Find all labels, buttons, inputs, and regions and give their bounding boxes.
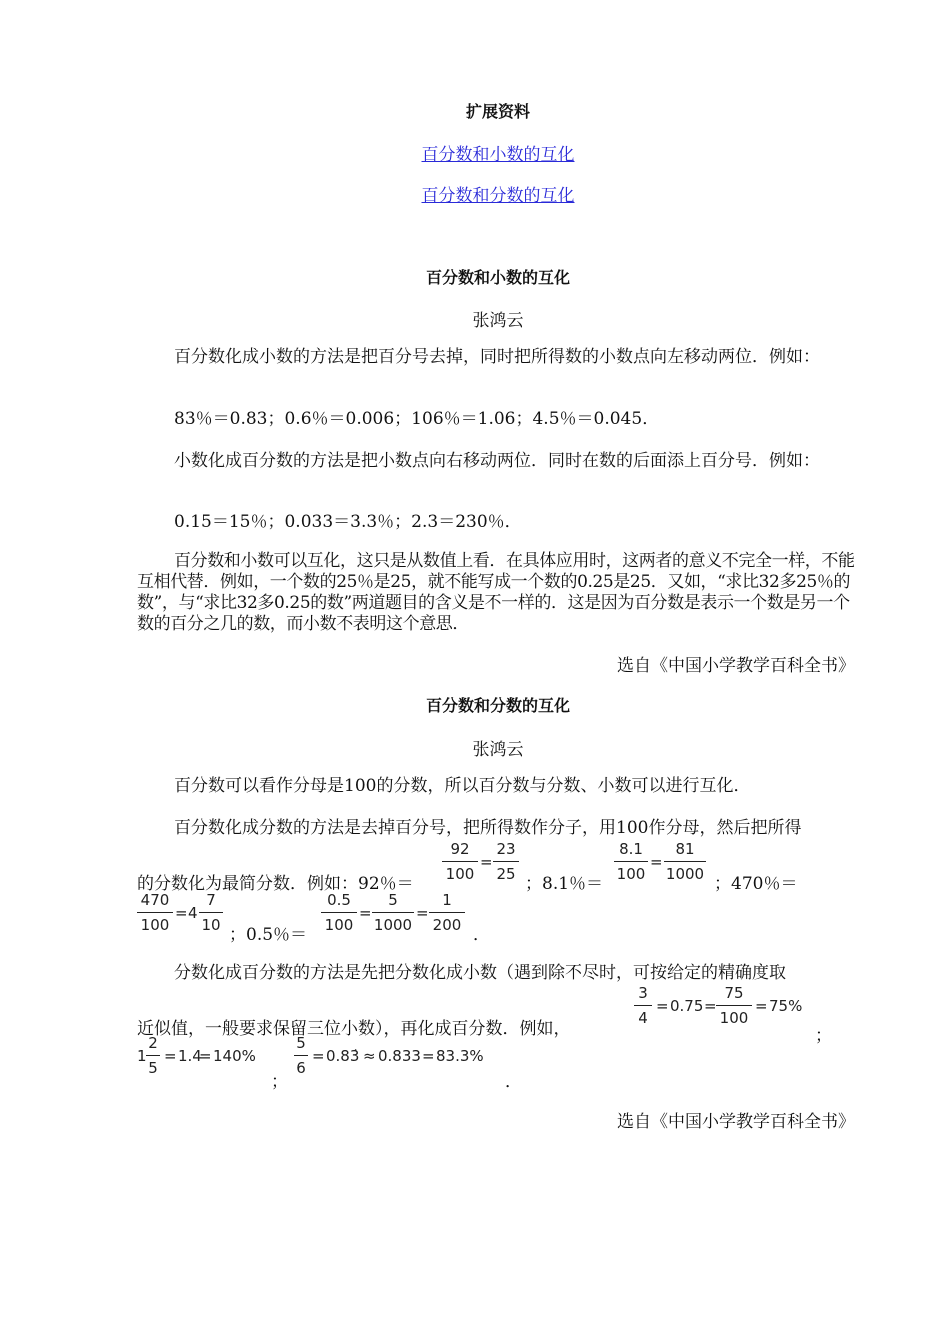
separator-1: ；8.1％＝ bbox=[525, 874, 604, 894]
section2-paragraph-1: 百分数可以看作分母是100的分数，所以百分数与分数、小数可以进行互化． bbox=[174, 776, 751, 796]
section2-paragraph-3-line1: 分数化成百分数的方法是先把分数化成小数（遇到除不尽时，可按给定的精确度取 bbox=[174, 963, 786, 983]
section1-title: 百分数和小数的互化 bbox=[425, 268, 570, 287]
section2-paragraph-2-line1: 百分数化成分数的方法是去掉百分号，把所得数作分子，用100作分母，然后把所得 bbox=[174, 818, 802, 838]
equals-sign: = bbox=[480, 853, 493, 871]
equals-sign: = bbox=[312, 1047, 325, 1065]
section2-paragraph-2-line2: 的分数化为最简分数．例如：92％＝ bbox=[137, 874, 414, 894]
percent-75: 75% bbox=[769, 997, 803, 1015]
section1-paragraph-1: 百分数化成小数的方法是把百分号去掉，同时把所得数的小数点向左移动两位．例如： bbox=[174, 347, 820, 367]
whole-number-4: 4 bbox=[188, 904, 198, 922]
repeating-decimal: 0.83̇ bbox=[326, 1047, 360, 1065]
percent-83.3: 83.3% bbox=[436, 1047, 484, 1065]
section1-paragraph-3: 百分数和小数可以互化，这只是从数值上看．在具体应用时，这两者的意义不完全一样，不能互相代替．例如，一个数的25％是25，就不能写成一个数的0.25是25．又如，“求比32多25％的数”，与“求比32多0.25的数”两道题目的含义是不一样的．这是因为百分数是表示一个数是另一个数的百分之几的数，而小数不表明这个意思． bbox=[137, 551, 855, 634]
equals-sign: = bbox=[359, 904, 372, 922]
equals-sign: = bbox=[656, 997, 669, 1015]
end-period-1: ． bbox=[473, 925, 490, 945]
section2-author: 张鸿云 bbox=[472, 740, 524, 760]
percent-140: 140% bbox=[213, 1047, 256, 1065]
section1-author: 张鸿云 bbox=[472, 311, 524, 331]
separator-4: ； bbox=[815, 1026, 832, 1046]
equals-sign: = bbox=[164, 1047, 177, 1065]
equals-sign: = bbox=[755, 997, 768, 1015]
whole-number-1: 1 bbox=[137, 1047, 147, 1065]
page-title: 扩展资料 bbox=[465, 102, 530, 121]
equals-sign: = bbox=[422, 1047, 435, 1065]
link-percent-fraction[interactable]: 百分数和分数的互化 bbox=[421, 186, 575, 206]
decimal-1.4: 1.4 bbox=[178, 1047, 202, 1065]
decimal-0.833: 0.833 bbox=[378, 1047, 421, 1065]
equals-sign: = bbox=[704, 997, 717, 1015]
section1-example-1: 83％＝0.83；0.6％＝0.006；106％＝1.06；4.5％＝0.045． bbox=[174, 409, 660, 429]
section2-paragraph-3-line2: 近似值，一般要求保留三位小数），再化成百分数．例如， bbox=[137, 1019, 571, 1039]
section2-source: 选自《中国小学教学百科全书》 bbox=[617, 1112, 855, 1132]
separator-3: ；0.5％＝ bbox=[229, 925, 308, 945]
section1-source: 选自《中国小学教学百科全书》 bbox=[617, 656, 855, 676]
equals-sign: = bbox=[416, 904, 429, 922]
section2-title: 百分数和分数的互化 bbox=[425, 696, 570, 715]
section1-paragraph-2: 小数化成百分数的方法是把小数点向右移动两位．同时在数的后面添上百分号．例如： bbox=[174, 451, 820, 471]
approx-sign: ≈ bbox=[363, 1047, 376, 1065]
equals-sign: = bbox=[175, 904, 188, 922]
section1-example-2: 0.15＝15％；0.033＝3.3％；2.3＝230％． bbox=[174, 512, 522, 532]
end-period-2: ． bbox=[505, 1072, 522, 1092]
separator-2: ；470％＝ bbox=[714, 874, 798, 894]
equals-sign: = bbox=[199, 1047, 212, 1065]
equals-sign: = bbox=[650, 853, 663, 871]
separator-5: ； bbox=[271, 1072, 288, 1092]
link-percent-decimal[interactable]: 百分数和小数的互化 bbox=[421, 145, 575, 165]
decimal-0.75: 0.75 bbox=[670, 997, 704, 1015]
